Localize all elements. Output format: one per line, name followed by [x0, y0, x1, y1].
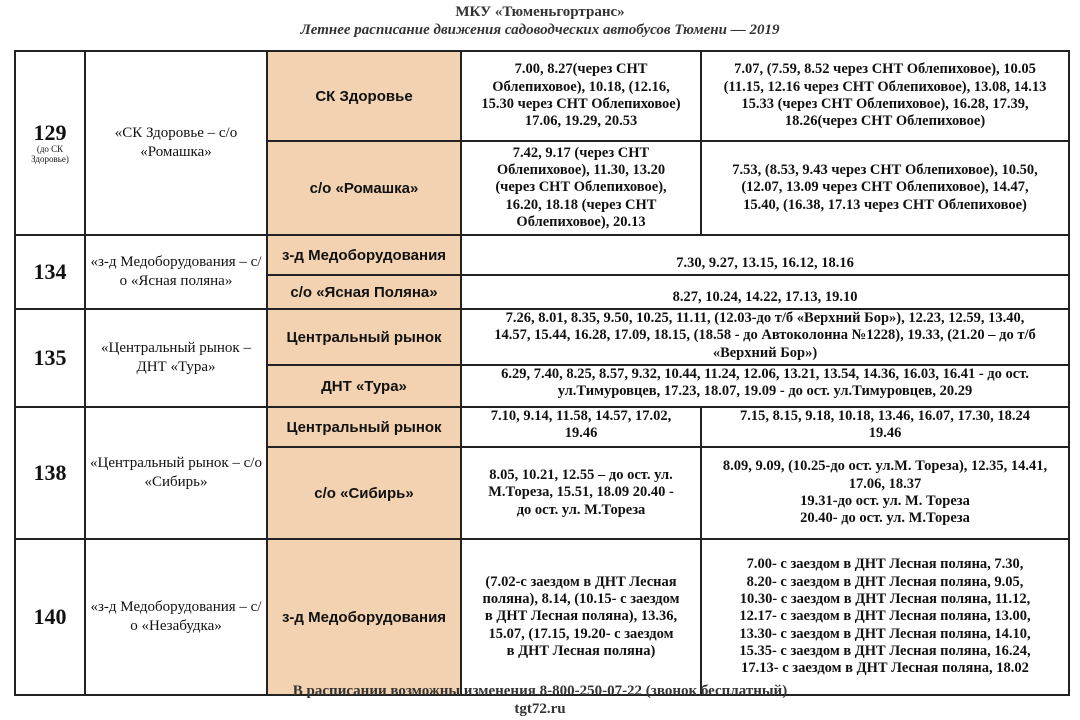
time-line: до ост. ул. М.Тореза	[516, 501, 646, 518]
table-row	[15, 407, 1069, 447]
departure-times-right	[701, 539, 1069, 695]
route-number-value: 138	[33, 459, 67, 485]
time-line: 7.07, (7.59, 8.52 через СНТ Облепиховое), 10.05	[734, 61, 1036, 78]
stop-name: з-д Медоборудования	[267, 235, 461, 275]
time-line: 7.00- с заездом в ДНТ Лесная поляна, 7.30,	[746, 556, 1024, 573]
time-line: 8.09, 9.09, (10.25-до ост. ул.М. Тореза), 12.35, 14.41,	[722, 458, 1048, 475]
route-number	[15, 235, 85, 309]
time-line: 7.42, 9.17 (через СНТ	[512, 144, 650, 161]
table-row	[15, 539, 1069, 695]
route-number	[15, 539, 85, 695]
time-line: в ДНТ Лесная поляна)	[506, 643, 656, 660]
time-line: 19.46	[564, 425, 598, 442]
stop-name: Центральный рынок	[267, 309, 461, 365]
stop-name: ДНТ «Тура»	[267, 365, 461, 407]
org-title: МКУ «Тюменьгортранс»	[455, 4, 625, 20]
time-line: 15.07, (17.15, 19.20- с заездом	[488, 625, 674, 642]
departure-times	[461, 275, 1069, 309]
time-line: 12.17- с заездом в ДНТ Лесная поляна, 13.00,	[739, 608, 1031, 625]
stop-name: с/о «Ясная Поляна»	[267, 275, 461, 309]
time-line: 19.46	[868, 425, 902, 442]
schedule-title: Летнее расписание движения садоводческих автобусов Тюмени — 2019	[300, 22, 780, 38]
time-line: 20.40- до ост. ул. М.Тореза	[800, 510, 970, 527]
departure-times-left	[461, 51, 701, 141]
time-line: (7.02-с заездом в ДНТ Лесная	[485, 573, 677, 590]
departure-times-left	[461, 407, 701, 447]
time-line: 14.57, 15.44, 16.28, 17.09, 18.15, (18.58 - до Автоколонна №1228), 19.33, (21.20 – до т/б	[494, 327, 1036, 344]
footer-note: В расписании возможны изменения 8-800-250-07-22 (звонок бесплатный)	[292, 683, 788, 699]
time-line: 15.33 (через СНТ Облепиховое), 16.28, 17.39,	[741, 96, 1029, 112]
time-line: М.Тореза, 15.51, 18.09 20.40 -	[488, 484, 674, 501]
time-line: 18.26(через СНТ Облепиховое)	[784, 113, 986, 130]
route-name: «Центральный рынок – с/о «Сибирь»	[85, 407, 267, 539]
route-number-value: 129	[33, 120, 67, 146]
route-number-value: 135	[33, 344, 67, 370]
departure-times-right	[701, 447, 1069, 539]
departure-times-left	[461, 447, 701, 539]
schedule-table	[14, 50, 1070, 696]
departure-times-left	[461, 141, 701, 235]
table-row	[15, 51, 1069, 141]
time-line: Облепиховое), 10.18, (12.16,	[492, 78, 670, 95]
time-line: 17.06, 19.29, 20.53	[524, 113, 638, 130]
departure-times-right	[701, 141, 1069, 235]
time-line: (12.07, 13.09 через СНТ Облепиховое), 14.47,	[741, 179, 1029, 196]
time-line: ул.Тимуровцев, 17.23, 18.07, 19.09 - до ост. ул.Тимуровцев, 20.29	[557, 383, 973, 400]
route-number-value: 134	[33, 258, 67, 284]
departure-times	[461, 309, 1069, 365]
table-row	[15, 309, 1069, 365]
time-line: 7.15, 8.15, 9.18, 10.18, 13.46, 16.07, 17.30, 18.24	[740, 408, 1030, 424]
time-line: 19.31-до ост. ул. М. Тореза	[800, 493, 970, 509]
time-line: 6.29, 7.40, 8.25, 8.57, 9.32, 10.44, 11.24, 12.06, 13.21, 13.54, 14.36, 16.03, 16.41 - до ост.	[501, 366, 1029, 382]
time-line: 15.40, (16.38, 17.13 через СНТ Облепиховое)	[743, 196, 1027, 213]
departure-times-right	[701, 407, 1069, 447]
time-line: 7.26, 8.01, 8.35, 9.50, 10.25, 11.11, (12.03-до т/б «Верхний Бор»), 12.23, 12.59, 13.40,	[505, 310, 1025, 326]
time-line: 7.10, 9.14, 11.58, 14.57, 17.02,	[490, 408, 672, 424]
time-line: 16.20, 18.18 (через СНТ	[505, 196, 657, 213]
table-row	[15, 235, 1069, 275]
stop-name: с/о «Ромашка»	[267, 141, 461, 235]
time-line: 15.35- с заездом в ДНТ Лесная поляна, 16.24,	[739, 643, 1031, 660]
time-line: 7.30, 9.27, 13.15, 16.12, 18.16	[676, 254, 854, 271]
route-name: «з-д Медоборудования – с/о «Ясная поляна»	[85, 235, 267, 309]
route-name: «Центральный рынок – ДНТ «Тура»	[85, 309, 267, 407]
stop-name: Центральный рынок	[267, 407, 461, 447]
route-number-note: (до СК Здоровье)	[31, 144, 69, 165]
time-line: 7.00, 8.27(через СНТ	[514, 61, 648, 78]
time-line: (11.15, 12.16 через СНТ Облепиховое), 13.08, 14.13	[723, 78, 1047, 95]
route-name: «СК Здоровье – с/о «Ромашка»	[85, 51, 267, 235]
time-line: 7.53, (8.53, 9.43 через СНТ Облепиховое), 10.50,	[732, 161, 1038, 178]
time-line: (через СНТ Облепиховое),	[495, 179, 667, 196]
time-line: поляна), 8.14, (10.15- с заездом	[482, 590, 680, 607]
time-line: «Верхний Бор»)	[712, 344, 818, 361]
time-line: 13.30- с заездом в ДНТ Лесная поляна, 14.10,	[739, 625, 1031, 642]
departure-times-right	[701, 51, 1069, 141]
route-number-value: 140	[33, 603, 67, 629]
time-line: 8.27, 10.24, 14.22, 17.13, 19.10	[672, 288, 858, 305]
route-number	[15, 407, 85, 539]
time-line: 17.06, 18.37	[848, 475, 922, 492]
route-name: «з-д Медоборудования – с/о «Незабудка»	[85, 539, 267, 695]
departure-times	[461, 365, 1069, 407]
time-line: Облепиховое), 20.13	[516, 214, 646, 231]
stop-name: СК Здоровье	[267, 51, 461, 141]
footer-site-link[interactable]: tgt72.ru	[514, 701, 566, 717]
time-line: в ДНТ Лесная поляна), 13.36,	[484, 608, 678, 625]
route-number	[15, 51, 85, 235]
stop-name: з-д Медоборудования	[267, 539, 461, 695]
time-line: 10.30- с заездом в ДНТ Лесная поляна, 11.12,	[739, 590, 1031, 607]
time-line: 8.05, 10.21, 12.55 – до ост. ул.	[489, 466, 673, 483]
stop-name: с/о «Сибирь»	[267, 447, 461, 539]
time-line: 15.30 через СНТ Облепиховое)	[481, 96, 681, 112]
departure-times-left	[461, 539, 701, 695]
time-line: 8.20- с заездом в ДНТ Лесная поляна, 9.05,	[746, 573, 1024, 590]
time-line: Облепиховое), 11.30, 13.20	[496, 161, 666, 178]
departure-times	[461, 235, 1069, 275]
route-number	[15, 309, 85, 407]
time-line: 17.13- с заездом в ДНТ Лесная поляна, 18.02	[741, 660, 1029, 677]
